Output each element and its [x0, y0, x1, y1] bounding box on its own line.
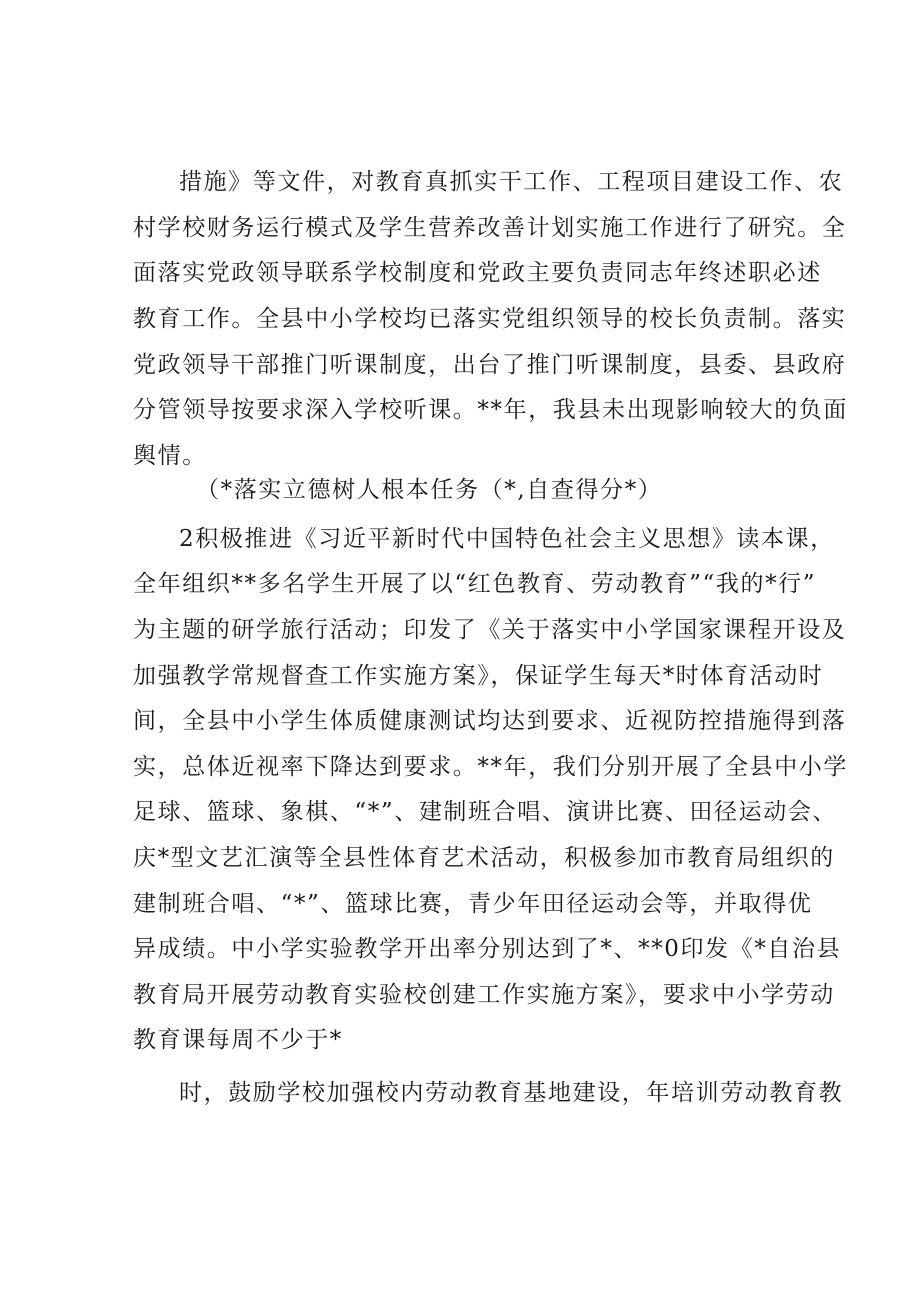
paragraph2-line-2: 全年组织**多名学生开展了以“红色教育、劳动教育”“我的*行” — [133, 571, 817, 597]
paragraph2-line-8: 庆*型文艺汇演等全县性体育艺术活动，积极参加市教育局组织的 — [133, 845, 835, 871]
paragraph3-line-1: 时，鼓励学校加强校内劳动教育基地建设，年培训劳动教育教 — [179, 1080, 844, 1106]
paragraph1-line-2: 村学校财务运行模式及学生营养改善计划实施工作进行了研究。全 — [133, 215, 847, 241]
paragraph2-line-3: 为主题的研学旅行活动；印发了《关于落实中小学国家课程开设及 — [133, 617, 847, 643]
paragraph1-line-7: 舆情。 — [133, 443, 207, 469]
paragraph1-line-1: 措施》等文件，对教育真抓实干工作、工程项目建设工作、农 — [179, 169, 844, 195]
paragraph2-line-7: 足球、篮球、象棋、“*”、建制班合唱、演讲比赛、田径运动会、 — [133, 799, 838, 825]
paragraph2-line-10: 异成绩。中小学实验教学开出率分别达到了*、**0印发《*自治县 — [133, 936, 842, 962]
paragraph1-line-3: 面落实党政领导联系学校制度和党政主要负责同志年终述职必述 — [133, 260, 822, 286]
paragraph2-line-11: 教育局开展劳动教育实验校创建工作实施方案》，要求中小学劳动 — [133, 982, 835, 1008]
paragraph1-line-6: 分管领导按要求深入学校听课。**年，我县未出现影响较大的负面 — [133, 397, 848, 423]
paragraph2-line-6: 实，总体近视率下降达到要求。**年，我们分别开展了全县中小学 — [133, 754, 848, 780]
paragraph1-line-5: 党政领导干部推门听课制度，出台了推门听课制度，县委、县政府 — [133, 352, 847, 378]
paragraph2-line-12: 教育课每周不少于* — [133, 1027, 343, 1053]
paragraph1-line-4: 教育工作。全县中小学校均已落实党组织领导的校长负责制。落实 — [133, 306, 847, 332]
paragraph2-line-5: 间，全县中小学生体质健康测试均达到要求、近视防控措施得到落 — [133, 708, 847, 734]
paragraph2-line-9: 建制班合唱、“*”、篮球比赛，青少年田径运动会等，并取得优 — [133, 891, 813, 917]
paragraph2-line-4: 加强教学常规督查工作实施方案》，保证学生每天*时体育活动时 — [133, 663, 824, 689]
section-heading: （*落实立德树人根本任务（*,自查得分*） — [196, 477, 663, 503]
paragraph2-line-1: 2积极推进《习近平新时代中国特色社会主义思想》读本课， — [179, 526, 835, 552]
